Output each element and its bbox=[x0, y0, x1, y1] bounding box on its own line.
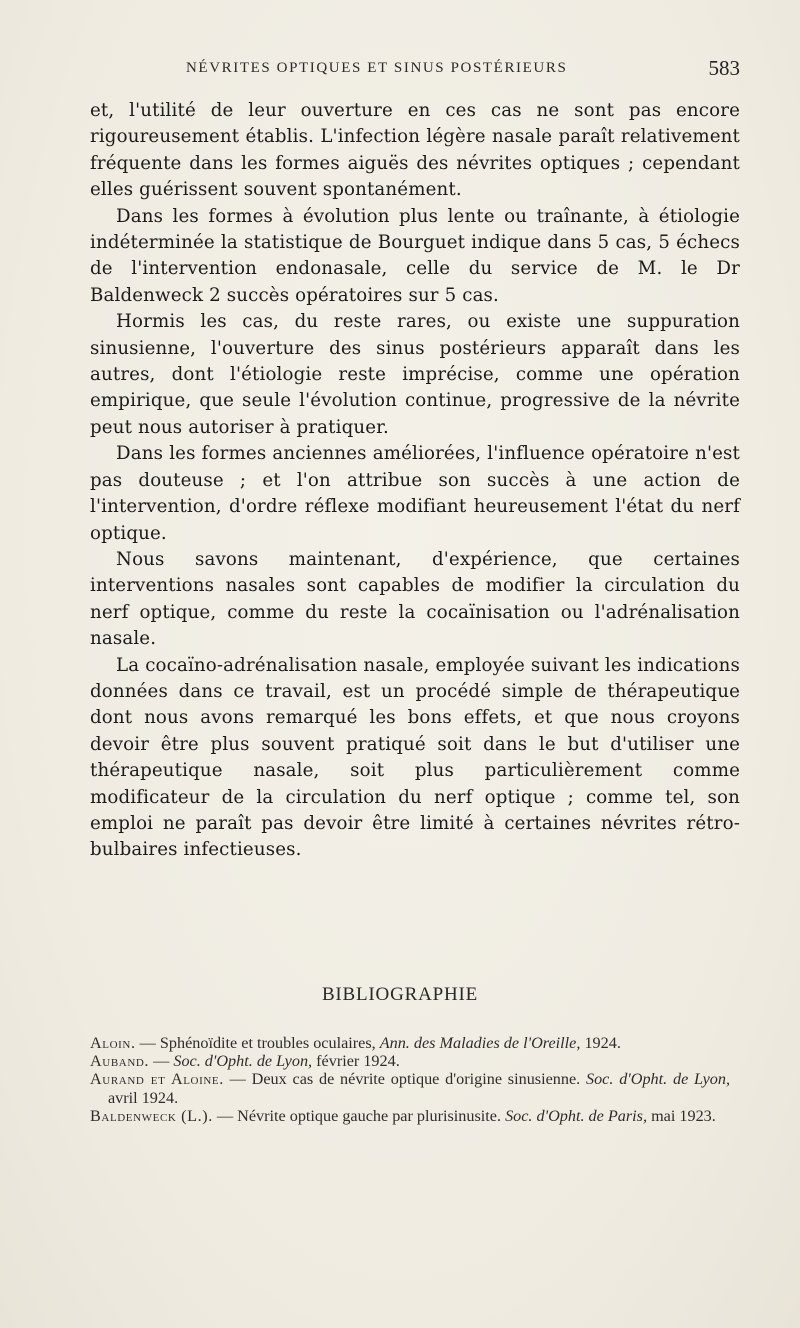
bib-author: Auband. bbox=[90, 1052, 150, 1071]
bib-date: février 1924. bbox=[312, 1052, 400, 1071]
body-text bbox=[90, 98, 740, 864]
running-head bbox=[90, 58, 740, 82]
bib-text: — Névrite optique gauche par plurisinusite. bbox=[212, 1106, 506, 1125]
bib-text: — Sphénoïdite et troubles oculaires, bbox=[135, 1034, 380, 1052]
bib-source: Soc. d'Opht. de Lyon, bbox=[173, 1052, 313, 1071]
bibliography-entry bbox=[90, 1107, 730, 1125]
bibliography-title: BIBLIOGRAPHIE bbox=[321, 984, 479, 1005]
bibliography-entry bbox=[90, 1070, 730, 1106]
running-title: NÉVRITES OPTIQUES ET SINUS POSTÉRIEURS bbox=[186, 60, 568, 76]
paragraph: et, l'utilité de leur ouverture en ces cas ne sont pas encore rigoureusement établis. L'infection légère nasale paraît relativement fréquente dans les formes aiguës des névrites optiques ; cependant elles guérissent souvent spontanément. bbox=[90, 100, 740, 201]
bib-author: Aurand et Aloine. bbox=[90, 1070, 224, 1089]
bib-date: avril 1924. bbox=[108, 1088, 179, 1107]
bibliography-entry bbox=[90, 1052, 730, 1070]
bib-text: — Deux cas de névrite optique d'origine sinusienne. bbox=[223, 1070, 586, 1089]
paragraph: La cocaïno-adrénalisation nasale, employée suivant les indications données dans ce travail, est un procédé simple de thérapeutique dont nous avons remarqué les bons effets, et que nous croyons devoir être plus souvent pratiqué soit dans le but d'utiliser une thérapeutique nasale, soit plus particulièrement comme modificateur de la circulation du nerf optique ; comme tel, son emploi ne paraît pas devoir être limité à certaines névrites rétro-bulbaires infectieuses. bbox=[90, 654, 740, 861]
page-number: 583 bbox=[708, 56, 740, 80]
bib-date: 1924. bbox=[580, 1034, 621, 1052]
bibliography-list bbox=[90, 1034, 730, 1125]
paragraph: Dans les formes anciennes améliorées, l'influence opératoire n'est pas douteuse ; et l'on attribue son succès à une action de l'intervention, d'ordre réflexe modifiant heureusement l'état du nerf optique. bbox=[90, 443, 740, 544]
bib-source: Soc. d'Opht. de Lyon, bbox=[585, 1070, 730, 1089]
bib-source: Ann. des Maladies de l'Oreille, bbox=[379, 1034, 581, 1052]
bib-author: Aloin. bbox=[90, 1034, 136, 1052]
bib-source: Soc. d'Opht. de Paris, bbox=[505, 1106, 648, 1125]
paragraph: Nous savons maintenant, d'expérience, que certaines interventions nasales sont capables de modifier la circulation du nerf optique, comme du reste la cocaïnisation ou l'adrénalisation nasale. bbox=[90, 548, 740, 650]
paragraph: Dans les formes à évolution plus lente ou traînante, à étiologie indéterminée la statistique de Bourguet indique dans 5 cas, 5 échecs de l'intervention endonasale, celle du service de M. le Dr Baldenweck 2 succès opératoires sur 5 cas. bbox=[90, 205, 740, 306]
bib-date: mai 1923. bbox=[647, 1106, 716, 1125]
bibliography-entry bbox=[90, 1034, 730, 1052]
bib-text: — bbox=[149, 1052, 174, 1071]
paragraph: Hormis les cas, du reste rares, ou existe une suppuration sinusienne, l'ouverture des sinus postérieurs apparaît dans les autres, dont l'étiologie reste imprécise, comme une opération empirique, que seule l'évolution continue, progressive de la névrite peut nous autoriser à pratiquer. bbox=[90, 311, 740, 438]
bib-author: Baldenweck (L.). bbox=[90, 1106, 213, 1125]
